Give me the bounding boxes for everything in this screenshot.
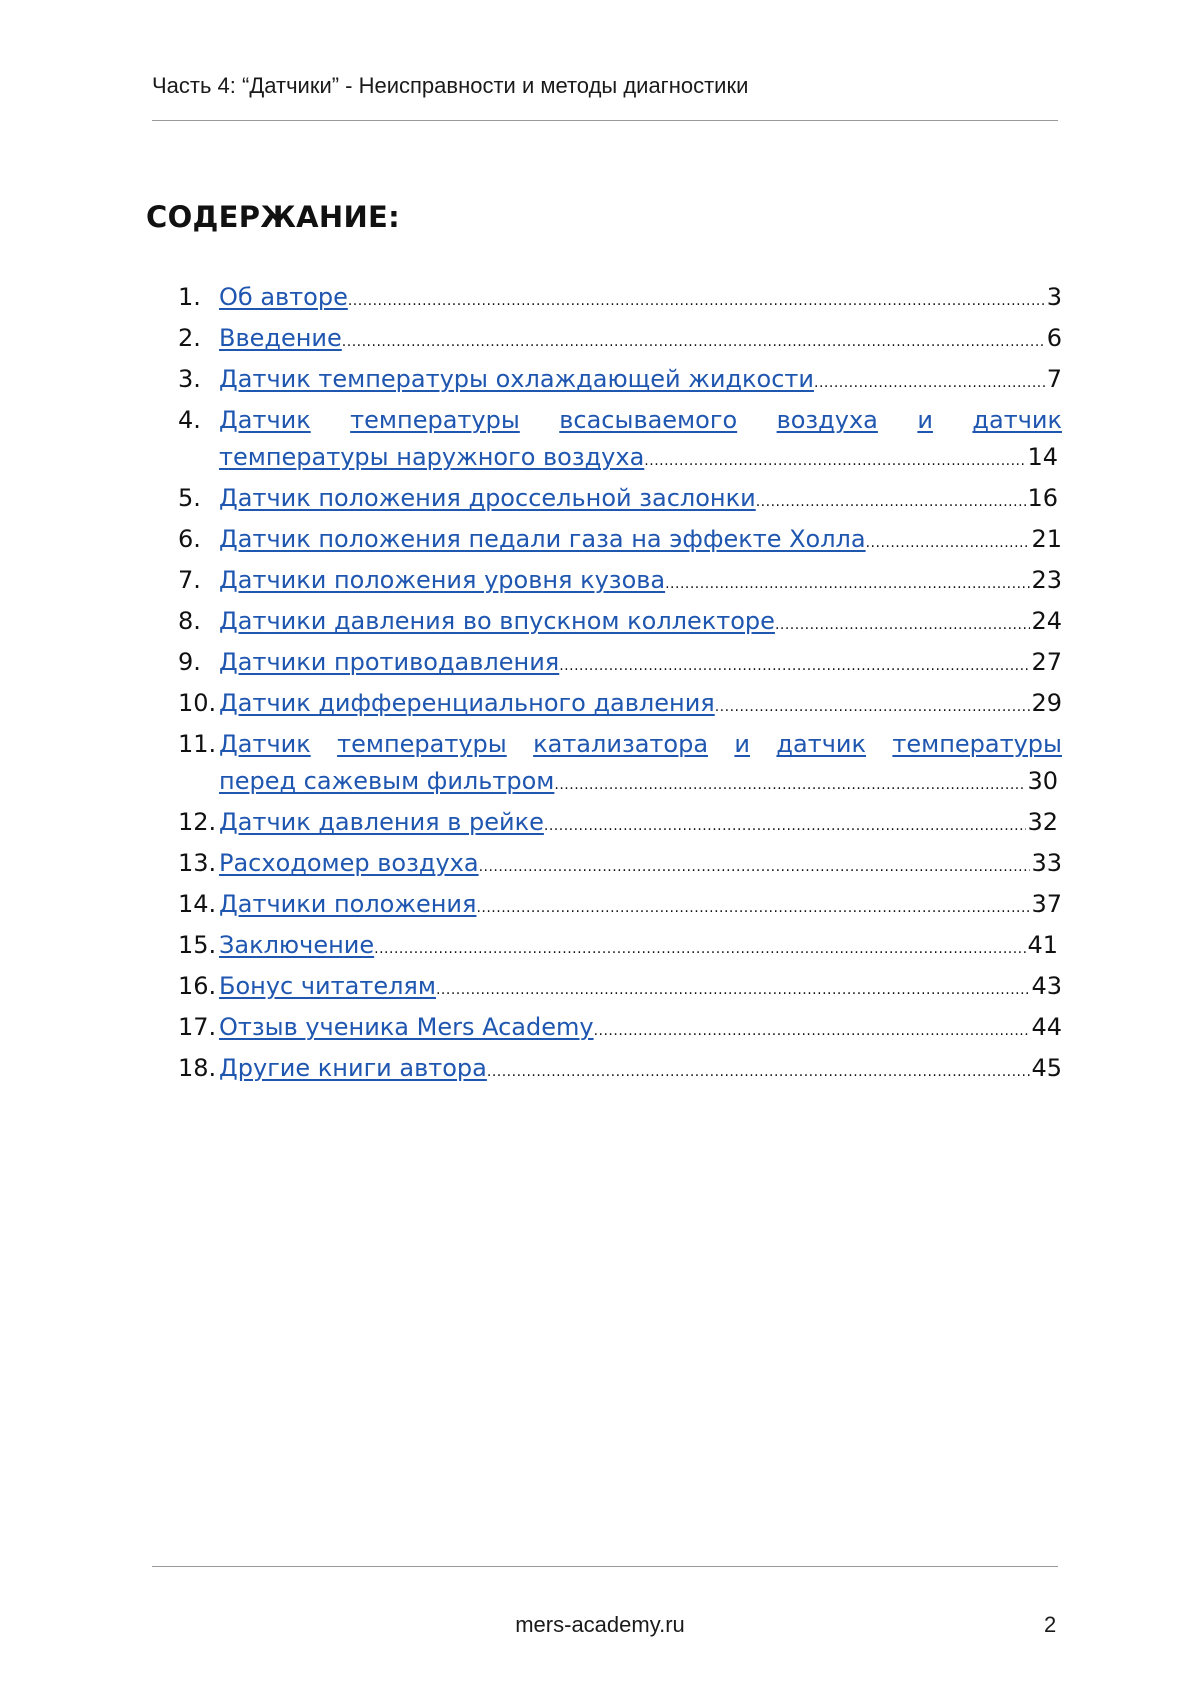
toc-page-number: 27: [1031, 648, 1062, 676]
toc-entry-number: 5.: [178, 484, 201, 512]
toc-link-throttle-position-sensor[interactable]: Датчик положения дроссельной заслонки: [219, 484, 756, 512]
toc-page-number: 33: [1031, 849, 1062, 877]
toc-entry-number: 11.: [178, 730, 217, 758]
toc-link-continuation[interactable]: температуры наружного воздуха: [219, 443, 645, 471]
toc-entry-number: 6.: [178, 525, 201, 553]
toc-entry: [178, 320, 1062, 361]
toc-link-conclusion[interactable]: Заключение: [219, 931, 375, 959]
toc-entry-number: 1.: [178, 283, 201, 311]
dot-leader: [559, 648, 1030, 685]
toc-entry-number: 14.: [178, 890, 217, 918]
toc-page-number: 43: [1031, 972, 1062, 1000]
table-of-contents: [178, 279, 1062, 1091]
toc-page-number: 30: [1027, 767, 1058, 795]
toc-entry: [178, 886, 1062, 927]
toc-entry-number: 15.: [178, 931, 217, 959]
toc-entry: [178, 845, 1062, 886]
toc-entry: [178, 279, 1062, 320]
toc-entry: [178, 644, 1062, 685]
dot-leader: [715, 689, 1031, 726]
toc-entry: [178, 521, 1062, 562]
toc-entry-number: 9.: [178, 648, 201, 676]
toc-link-pedal-position-hall-sensor[interactable]: Датчик положения педали газа на эффекте Холла: [219, 525, 866, 553]
toc-entry-number: 7.: [178, 566, 201, 594]
toc-entry: [178, 927, 1062, 968]
dot-leader: [479, 849, 1031, 886]
toc-link-intake-air-temp-sensor[interactable]: [219, 402, 1062, 480]
dot-leader: [866, 525, 1031, 562]
toc-entry: [178, 1009, 1062, 1050]
dot-leader: [594, 1013, 1031, 1050]
dot-leader: [436, 972, 1030, 1009]
toc-link-reader-bonus[interactable]: Бонус читателям: [219, 972, 436, 1000]
toc-link-backpressure-sensors[interactable]: Датчики противодавления: [219, 648, 560, 676]
toc-link-map-sensors[interactable]: Датчики давления во впускном коллекторе: [219, 607, 775, 635]
toc-page-number: 6: [1046, 324, 1062, 352]
toc-link-mass-air-flow[interactable]: Расходомер воздуха: [219, 849, 479, 877]
header-divider: [152, 120, 1058, 121]
toc-link-position-sensors[interactable]: Датчики положения: [219, 890, 477, 918]
dot-leader: [476, 890, 1030, 927]
toc-page-number: 29: [1031, 689, 1062, 717]
toc-entry-number: 12.: [178, 808, 217, 836]
footer-page-number: 2: [1044, 1612, 1057, 1637]
toc-entry-number: 10.: [178, 689, 217, 717]
running-header: Часть 4: “Датчики” - Неисправности и методы диагностики: [152, 73, 749, 98]
toc-entry: [178, 1050, 1062, 1091]
dot-leader: [374, 931, 1026, 968]
toc-page-number: 44: [1031, 1013, 1062, 1041]
toc-link-coolant-temp-sensor[interactable]: Датчик температуры охлаждающей жидкости: [219, 365, 815, 393]
toc-entry: [178, 603, 1062, 644]
toc-page-number: 16: [1027, 484, 1058, 512]
toc-entry: [178, 804, 1062, 845]
toc-link-word[interactable]: температуры: [350, 406, 520, 434]
toc-entry-number: 13.: [178, 849, 217, 877]
dot-leader: [544, 808, 1027, 845]
toc-link-word[interactable]: и: [734, 730, 751, 758]
toc-entry-number: 8.: [178, 607, 201, 635]
toc-page-number: 45: [1031, 1054, 1062, 1082]
dot-leader: [775, 607, 1031, 644]
toc-heading: СОДЕРЖАНИЕ:: [146, 200, 401, 234]
toc-link-word[interactable]: катализатора: [533, 730, 709, 758]
toc-link-word[interactable]: датчик: [972, 406, 1062, 434]
toc-link-word[interactable]: воздуха: [776, 406, 878, 434]
toc-link-word[interactable]: и: [917, 406, 933, 434]
toc-link-word[interactable]: Датчик: [219, 730, 311, 758]
dot-leader: [644, 443, 1026, 480]
toc-page-number: 32: [1027, 808, 1058, 836]
toc-page-number: 37: [1031, 890, 1062, 918]
toc-link-rail-pressure-sensor[interactable]: Датчик давления в рейке: [219, 808, 544, 836]
toc-link-student-review[interactable]: Отзыв ученика Mers Academy: [219, 1013, 594, 1041]
toc-link-word[interactable]: Датчик: [219, 406, 311, 434]
toc-entry-number: 2.: [178, 324, 201, 352]
dot-leader: [665, 566, 1030, 603]
toc-link-body-level-sensors[interactable]: Датчики положения уровня кузова: [219, 566, 666, 594]
toc-entry-number: 16.: [178, 972, 217, 1000]
toc-page-number: 24: [1031, 607, 1062, 635]
toc-link-about-author[interactable]: Об авторе: [219, 283, 348, 311]
toc-entry-number: 3.: [178, 365, 201, 393]
toc-entry-number: 4.: [178, 406, 201, 434]
dot-leader: [348, 283, 1046, 320]
toc-link-catalyst-temp-sensor[interactable]: [219, 726, 1062, 804]
toc-link-differential-pressure-sensor[interactable]: Датчик дифференциального давления: [219, 689, 715, 717]
toc-page-number: 41: [1027, 931, 1058, 959]
toc-entry: [178, 361, 1062, 402]
toc-page-number: 3: [1046, 283, 1062, 311]
toc-link-word[interactable]: температуры: [892, 730, 1062, 758]
toc-entry: [178, 562, 1062, 603]
toc-entry: [178, 402, 1062, 480]
dot-leader: [487, 1054, 1031, 1091]
toc-link-introduction[interactable]: Введение: [219, 324, 342, 352]
toc-entry: [178, 685, 1062, 726]
dot-leader: [756, 484, 1027, 521]
toc-link-word[interactable]: датчик: [776, 730, 866, 758]
toc-entry-number: 17.: [178, 1013, 217, 1041]
dot-leader: [814, 365, 1046, 402]
toc-entry: [178, 968, 1062, 1009]
toc-page-number: 7: [1046, 365, 1062, 393]
toc-link-continuation[interactable]: перед сажевым фильтром: [219, 767, 555, 795]
toc-link-other-books[interactable]: Другие книги автора: [219, 1054, 487, 1082]
toc-link-word[interactable]: всасываемого: [559, 406, 738, 434]
dot-leader: [554, 767, 1026, 804]
toc-page-number: 14: [1027, 443, 1058, 471]
toc-entry: [178, 726, 1062, 804]
toc-entry-number: 18.: [178, 1054, 217, 1082]
toc-page-number: 21: [1031, 525, 1062, 553]
footer-website: mers-academy.ru: [515, 1612, 685, 1637]
toc-link-word[interactable]: температуры: [337, 730, 507, 758]
toc-page-number: 23: [1031, 566, 1062, 594]
footer-divider: [152, 1566, 1058, 1567]
toc-entry: [178, 480, 1062, 521]
dot-leader: [342, 324, 1046, 361]
